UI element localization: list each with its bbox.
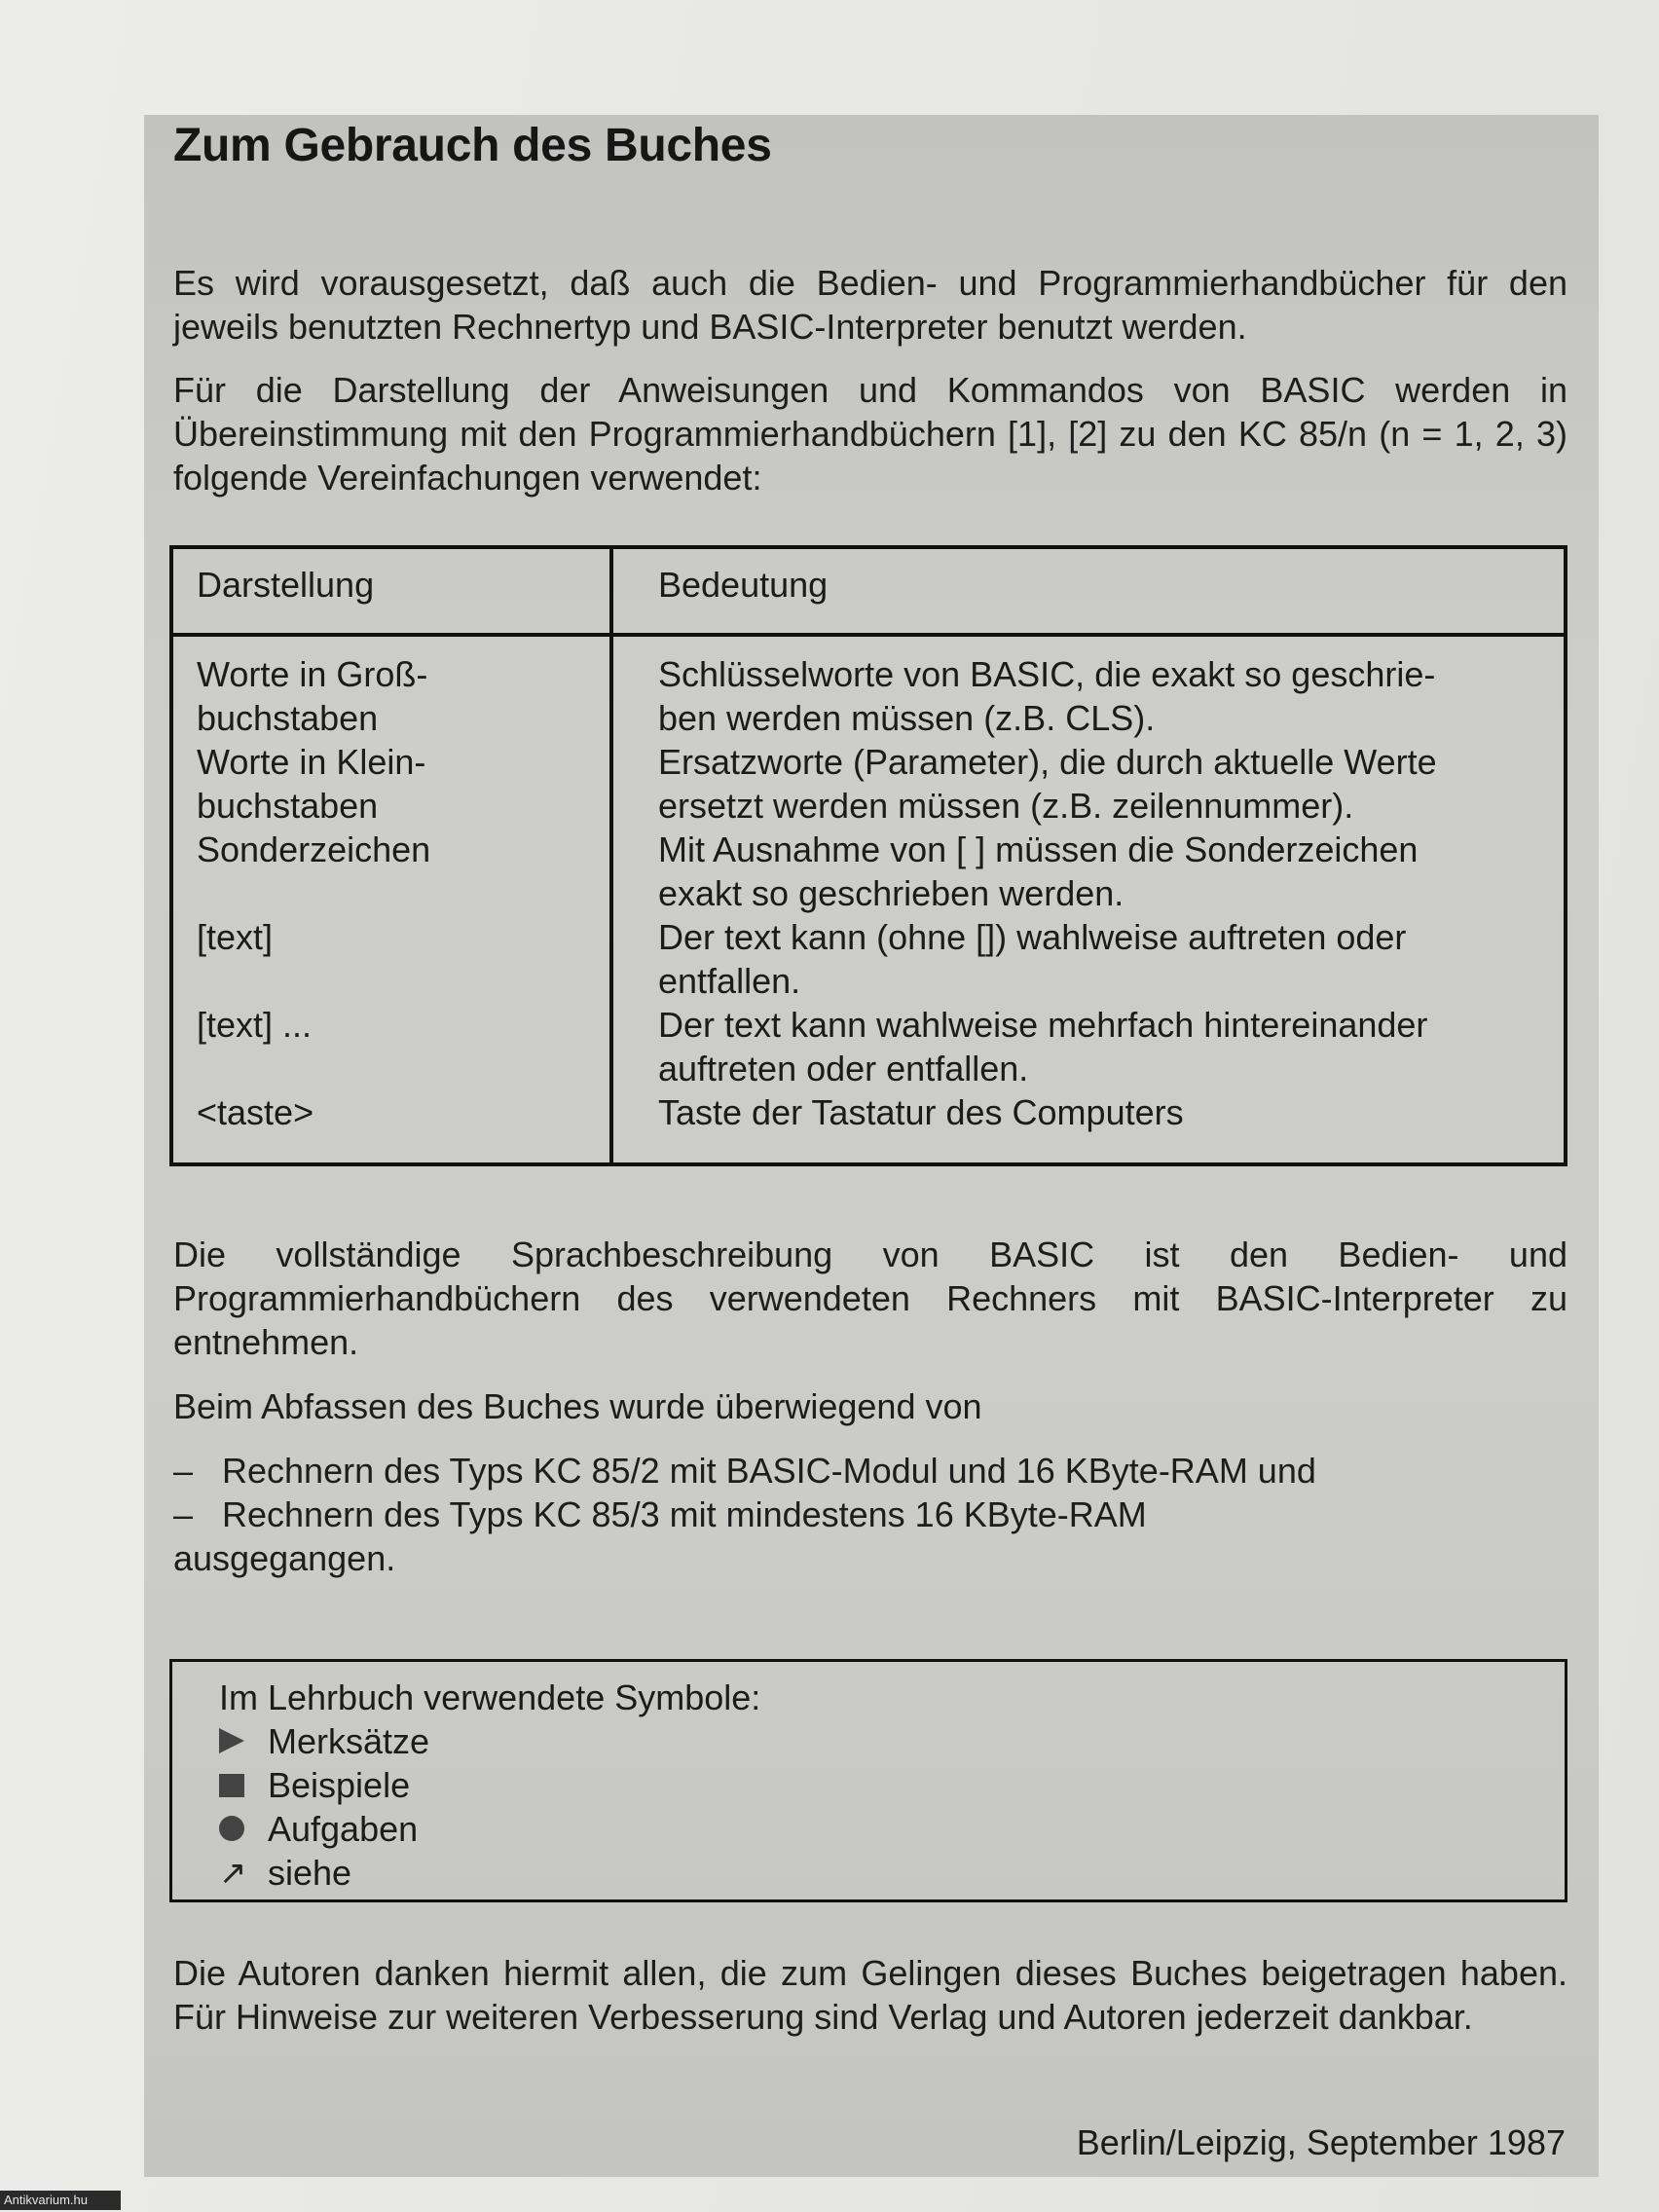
table-cell-right: Taste der Tastatur des Computers <box>658 1092 1184 1132</box>
symbol-item: Beispiele <box>219 1763 410 1807</box>
page-title: Zum Gebrauch des Buches <box>173 120 772 171</box>
intro-paragraph-2: Für die Darstellung der Anweisungen und Kommandos von BASIC werden in Übereinstimmung mit den Programmierhandbüchern [1], [2] zu den KC 85/n (n = 1, 2, 3) folgende Vereinfachungen verwendet: <box>173 370 1567 498</box>
table-cell-right: Der text kann (ohne []) wahlweise auftreten oder <box>658 917 1407 957</box>
table-cell-right: ben werden müssen (z.B. CLS). <box>658 698 1156 738</box>
table-cell-right: entfallen. <box>658 961 801 1001</box>
table-cell-left: Worte in Groß- <box>197 654 428 694</box>
intro-paragraph-1: Es wird vorausgesetzt, daß auch die Bedien- und Programmierhandbücher für den jeweils benutzten Rechnertyp und BASIC-Interpreter benutzt werden. <box>173 263 1567 347</box>
table-cell-right: Schlüsselworte von BASIC, die exakt so geschrie- <box>658 654 1436 694</box>
list-closing: ausgegangen. <box>173 1538 396 1578</box>
language-description-paragraph: Die vollständige Sprachbeschreibung von BASIC ist den Bedien- und Programmierhandbüchern des verwendeten Rechners mit BASIC-Interpreter zu entnehmen. <box>173 1235 1567 1362</box>
table-cell-right: ersetzt werden müssen (z.B. zeilennummer). <box>658 786 1354 826</box>
list-item: – Rechnern des Typs KC 85/2 mit BASIC-Modul und 16 KByte-RAM und <box>173 1451 1316 1491</box>
symbol-item: ↗ siehe <box>219 1853 352 1893</box>
table-cell-left: <taste> <box>197 1092 314 1132</box>
acknowledgement-paragraph: Die Autoren danken hiermit allen, die zum Gelingen dieses Buches beigetragen haben. Für Hinweise zur weiteren Verbesserung sind Verlag und Autoren jederzeit dankbar. <box>173 1953 1567 2037</box>
table-cell-right: auftreten oder entfallen. <box>658 1049 1029 1088</box>
table-cell-left: [text] ... <box>197 1005 313 1045</box>
signature-line: Berlin/Leipzig, September 1987 <box>1076 2122 1566 2162</box>
table-cell-left: Worte in Klein- <box>197 742 426 782</box>
table-cell-left: Sonderzeichen <box>197 830 431 869</box>
table-cell-left: [text] <box>197 917 274 957</box>
table-cell-right: exakt so geschrieben werden. <box>658 873 1124 913</box>
table-cell-right: Ersatzworte (Parameter), die durch aktuelle Werte <box>658 742 1437 782</box>
table-cell-right: Der text kann wahlweise mehrfach hintereinander <box>658 1005 1428 1045</box>
triangle-icon <box>219 1719 258 1763</box>
notation-table <box>169 545 1567 1166</box>
table-header-bedeutung: Bedeutung <box>658 565 829 605</box>
watermark: Antikvarium.hu <box>0 2191 121 2210</box>
table-header-divider <box>173 633 1564 637</box>
table-header-darstellung: Darstellung <box>197 565 375 605</box>
basis-paragraph: Beim Abfassen des Buches wurde überwiegend von <box>173 1386 982 1426</box>
circle-icon <box>219 1807 258 1851</box>
table-cell-left: buchstaben <box>197 786 379 826</box>
symbol-item: Aufgaben <box>219 1807 418 1851</box>
table-column-divider <box>609 549 613 1162</box>
symbol-item: Merksätze <box>219 1719 429 1763</box>
table-cell-right: Mit Ausnahme von [ ] müssen die Sonderzeichen <box>658 830 1419 869</box>
symbols-heading: Im Lehrbuch verwendete Symbole: <box>219 1677 761 1717</box>
table-cell-left: buchstaben <box>197 698 379 738</box>
square-icon <box>219 1763 258 1807</box>
computer-list <box>173 1449 1567 1580</box>
list-item: – Rechnern des Typs KC 85/3 mit mindestens 16 KByte-RAM <box>173 1494 1147 1534</box>
arrow-icon: ↗ <box>219 1854 247 1892</box>
symbols-box <box>169 1659 1567 1902</box>
